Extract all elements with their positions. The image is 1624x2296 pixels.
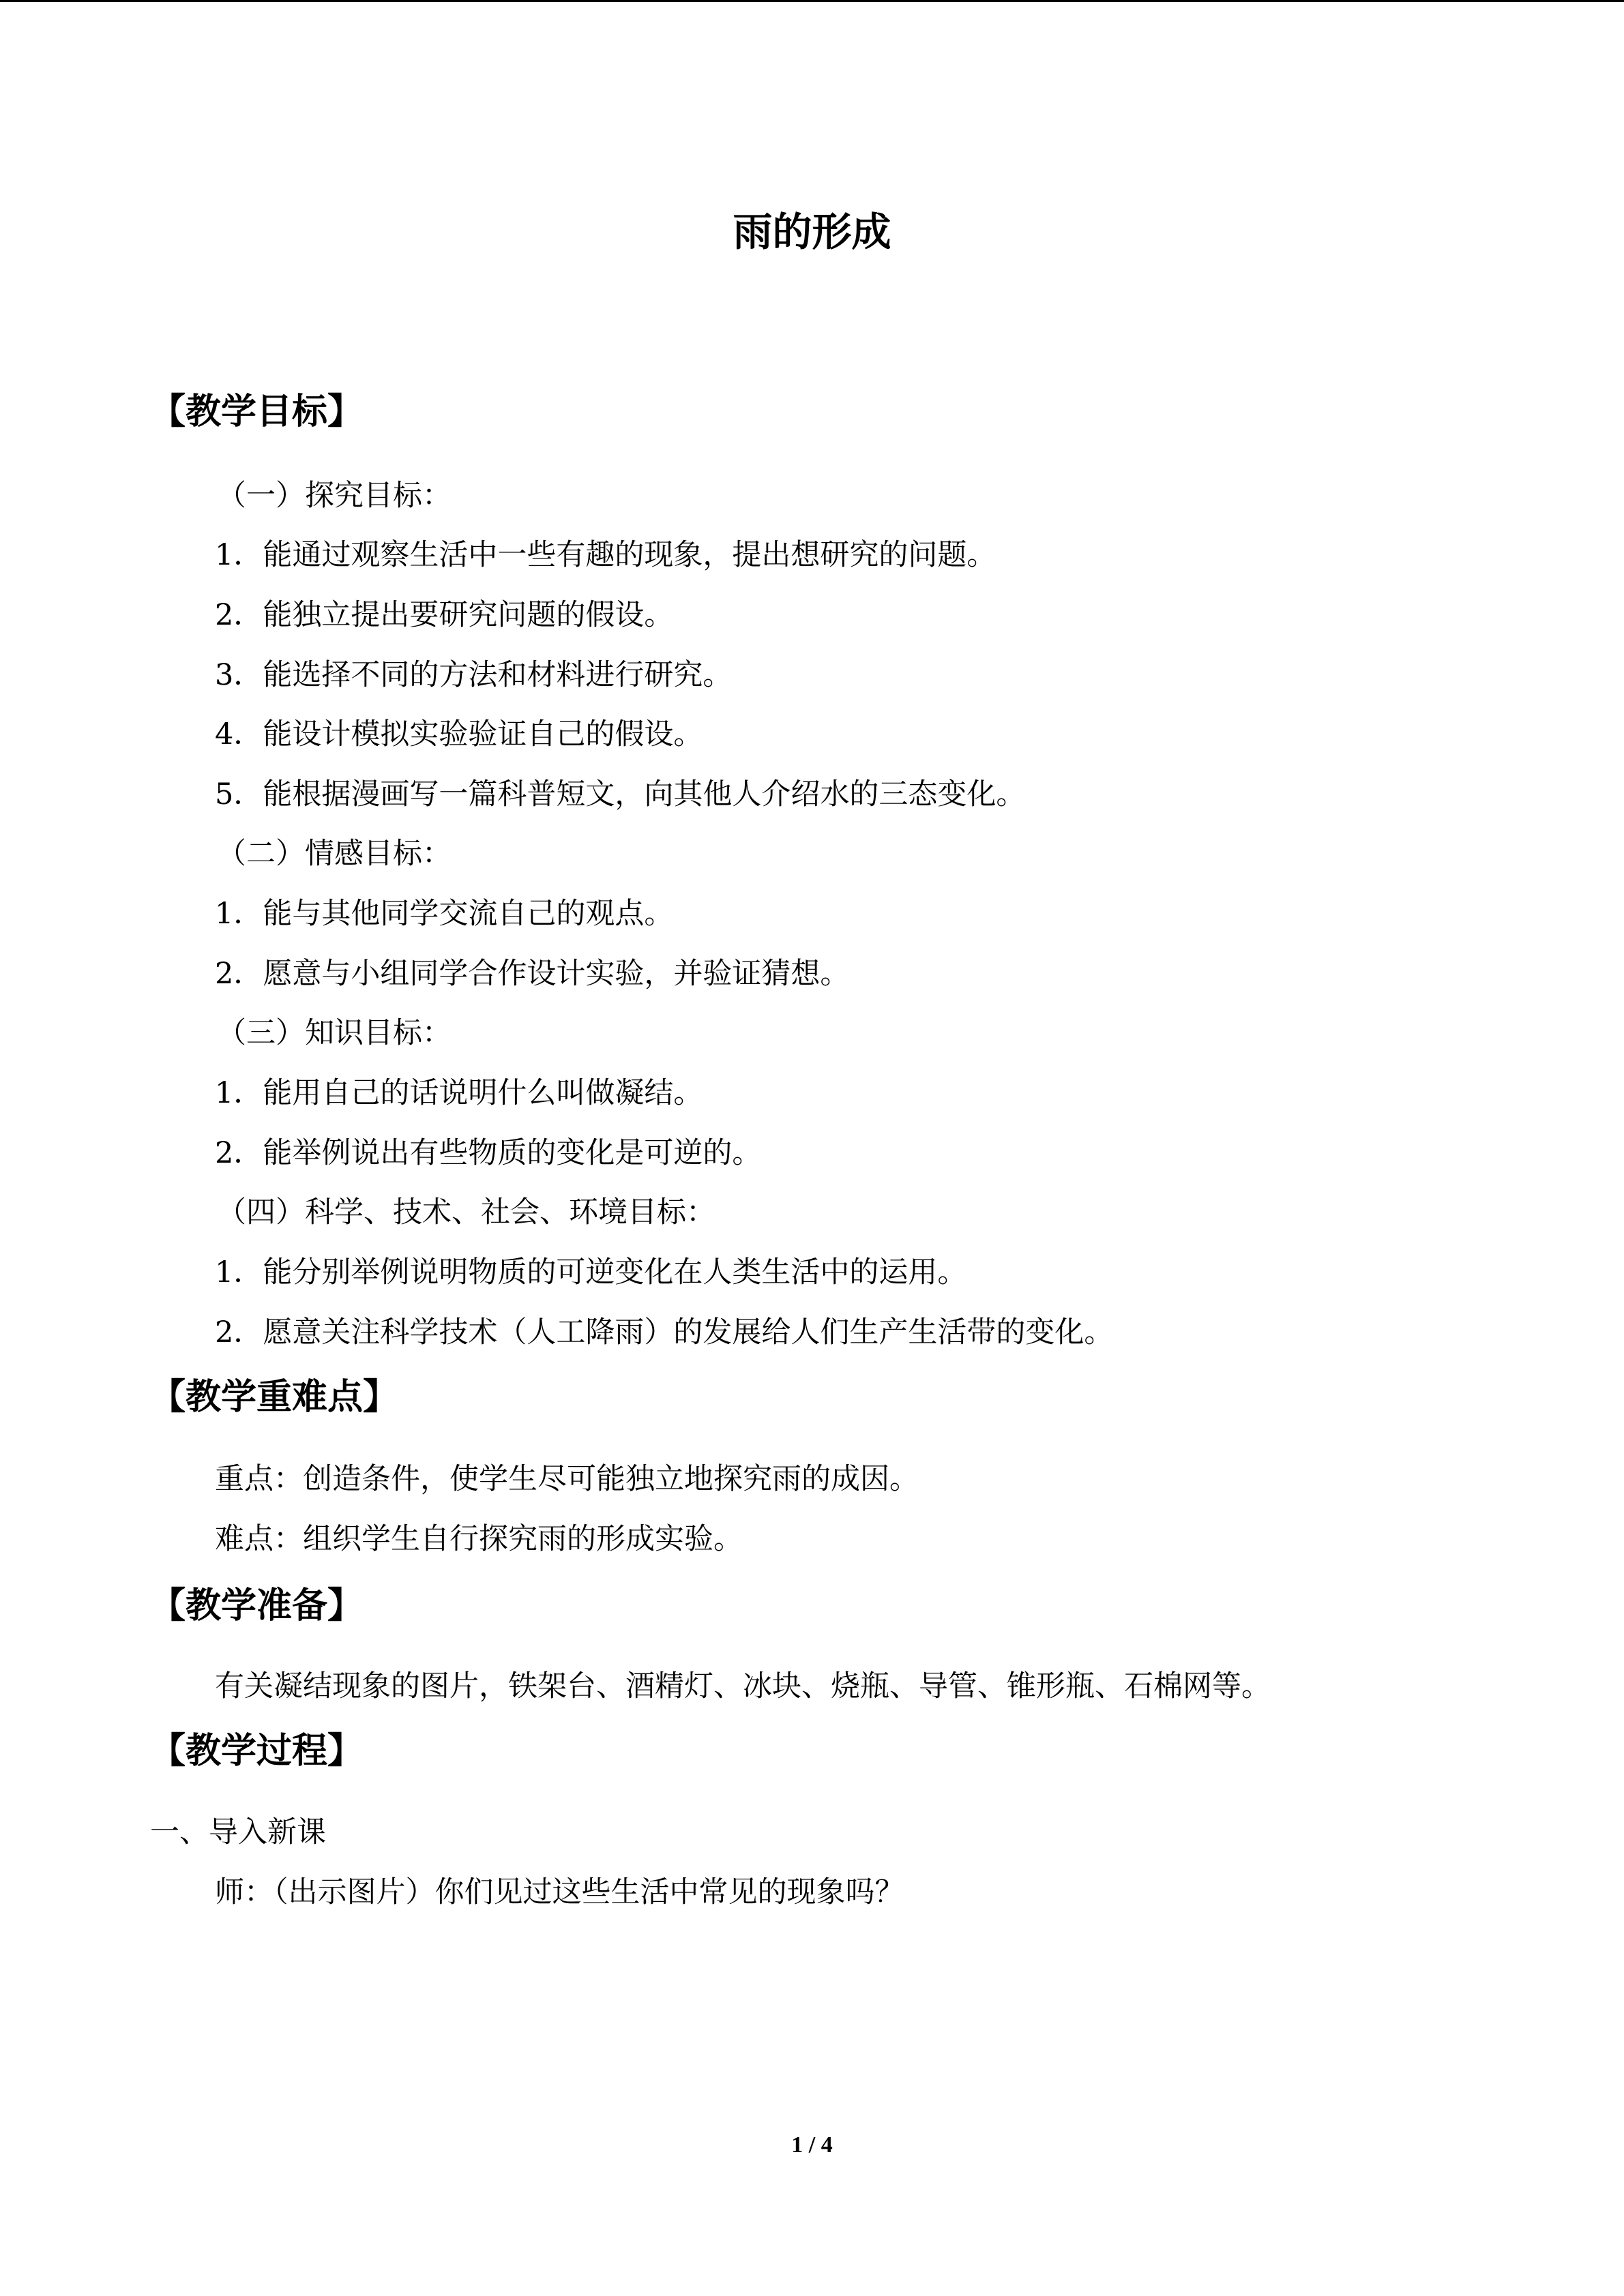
explore-item-5: 5．能根据漫画写一篇科普短文，向其他人介绍水的三态变化。 xyxy=(215,777,1026,811)
emotion-item-2: 2．愿意与小组同学合作设计实验，并验证猜想。 xyxy=(215,957,850,991)
document-title: 雨的形成 xyxy=(733,209,891,255)
heading-teaching-objectives: 【教学目标】 xyxy=(150,391,364,432)
explore-item-3: 3．能选择不同的方法和材料进行研究。 xyxy=(215,658,733,692)
explore-item-4: 4．能设计模拟实验验证自己的假设。 xyxy=(215,717,703,751)
stse-item-1: 1．能分别举例说明物质的可逆变化在人类生活中的运用。 xyxy=(215,1255,967,1289)
heading-teaching-process: 【教学过程】 xyxy=(150,1731,364,1772)
process-step-1-title: 一、导入新课 xyxy=(150,1815,326,1849)
key-point-difficulty: 难点：组织学生自行探究雨的形成实验。 xyxy=(215,1522,743,1556)
heading-preparation: 【教学准备】 xyxy=(150,1585,364,1626)
subheading-knowledge-objectives: （三）知识目标： xyxy=(217,1016,452,1050)
process-step-1-text: 师：（出示图片）你们见过这些生活中常见的现象吗？ xyxy=(215,1875,904,1909)
emotion-item-1: 1．能与其他同学交流自己的观点。 xyxy=(215,897,674,931)
subheading-stse-objectives: （四）科学、技术、社会、环境目标： xyxy=(217,1195,715,1229)
subheading-explore-objectives: （一）探究目标： xyxy=(217,479,452,513)
explore-item-2: 2．能独立提出要研究问题的假设。 xyxy=(215,598,674,632)
key-point-focus: 重点：创造条件，使学生尽可能独立地探究雨的成因。 xyxy=(215,1462,919,1496)
page-number: 1 / 4 xyxy=(791,2132,833,2158)
preparation-text: 有关凝结现象的图片，铁架台、酒精灯、冰块、烧瓶、导管、锥形瓶、石棉网等。 xyxy=(215,1669,1271,1703)
explore-item-1: 1．能通过观察生活中一些有趣的现象，提出想研究的问题。 xyxy=(215,538,996,572)
top-border-line xyxy=(0,0,1624,2)
heading-key-points: 【教学重难点】 xyxy=(150,1377,399,1418)
knowledge-item-2: 2．能举例说出有些物质的变化是可逆的。 xyxy=(215,1136,762,1170)
subheading-emotion-objectives: （二）情感目标： xyxy=(217,837,452,871)
stse-item-2: 2．愿意关注科学技术（人工降雨）的发展给人们生产生活带的变化。 xyxy=(215,1315,1114,1350)
knowledge-item-1: 1．能用自己的话说明什么叫做凝结。 xyxy=(215,1076,703,1110)
